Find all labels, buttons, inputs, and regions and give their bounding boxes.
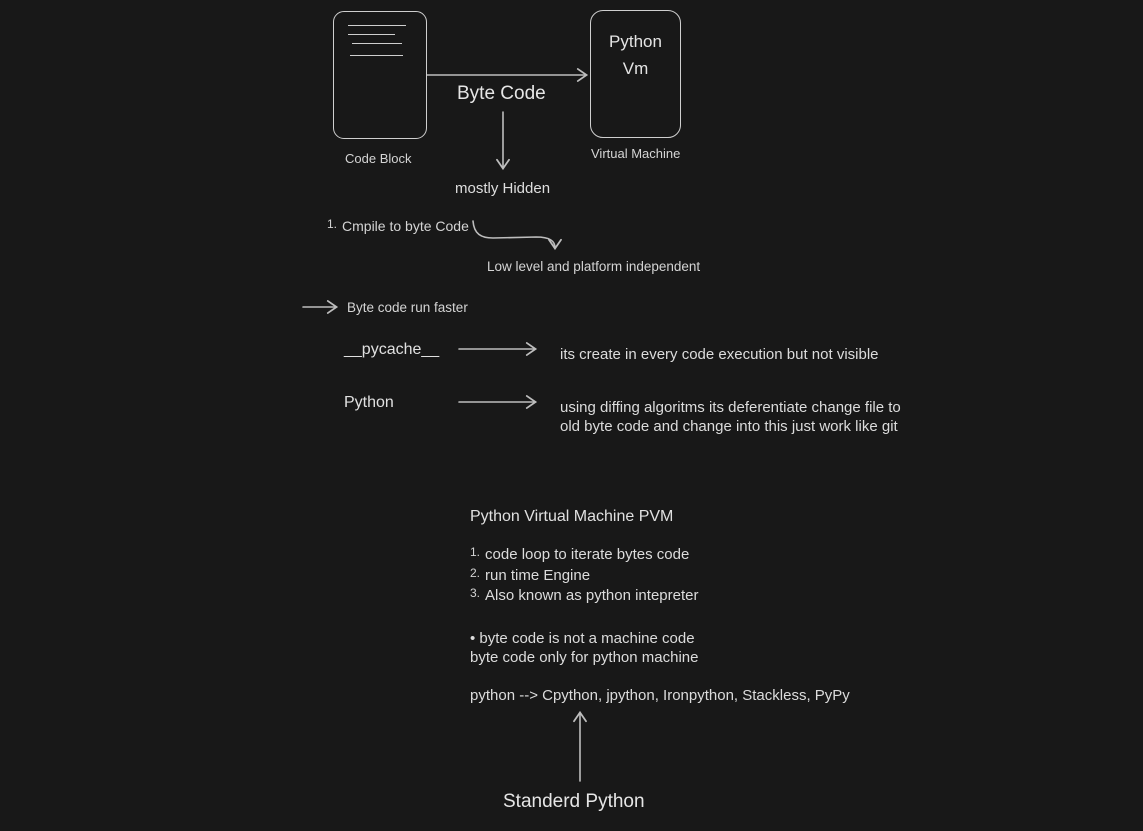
standard-python-label: Standerd Python <box>503 791 645 812</box>
code-block-caption: Code Block <box>345 151 412 166</box>
pycache-desc: its create in every code execution but not visible <box>560 346 879 363</box>
mostly-hidden-label: mostly Hidden <box>455 180 551 197</box>
compile-curve-arrow <box>473 221 555 248</box>
pvm-list-item <box>470 586 698 607</box>
compile-note-number: 1. <box>327 217 338 231</box>
pvm-list-item <box>470 566 698 587</box>
pvm-item-text: Also known as python intepreter <box>485 587 699 604</box>
python-term: Python <box>344 394 394 411</box>
byte-code-faster-label: Byte code run faster <box>347 300 468 315</box>
python-vm-line2: Vm <box>622 59 649 78</box>
code-block-node <box>333 11 427 139</box>
python-vm-node <box>590 10 681 138</box>
pvm-item-number: 1. <box>470 545 481 559</box>
pvm-item-number: 3. <box>470 586 481 600</box>
pvm-item-text: code loop to iterate bytes code <box>485 546 690 563</box>
byte-code-label: Byte Code <box>457 83 546 104</box>
compile-note <box>327 218 469 234</box>
compile-note-text: Cmpile to byte Code <box>342 218 469 234</box>
pycache-term: __pycache__ <box>344 341 440 358</box>
python-implementations-label: python --> Cpython, jpython, Ironpython, Stackless, PyPy <box>470 687 850 704</box>
pvm-item-text: run time Engine <box>485 566 591 584</box>
bytecode-bullet-line2: byte code only for python machine <box>470 649 699 666</box>
pvm-title: Python Virtual Machine PVM <box>470 508 674 525</box>
low-level-label: Low level and platform independent <box>487 259 701 274</box>
python-diff-desc: using diffing algoritms its deferentiate change file to old byte code and change into this just work like git <box>560 399 901 435</box>
pvm-item-number: 2. <box>470 565 481 580</box>
pvm-list-item <box>470 545 698 566</box>
document-lines-icon <box>348 25 410 64</box>
virtual-machine-caption: Virtual Machine <box>591 146 681 161</box>
python-vm-line1: Python <box>609 32 662 51</box>
bytecode-bullet-line1: • byte code is not a machine code <box>470 630 695 647</box>
pvm-list <box>470 545 698 607</box>
